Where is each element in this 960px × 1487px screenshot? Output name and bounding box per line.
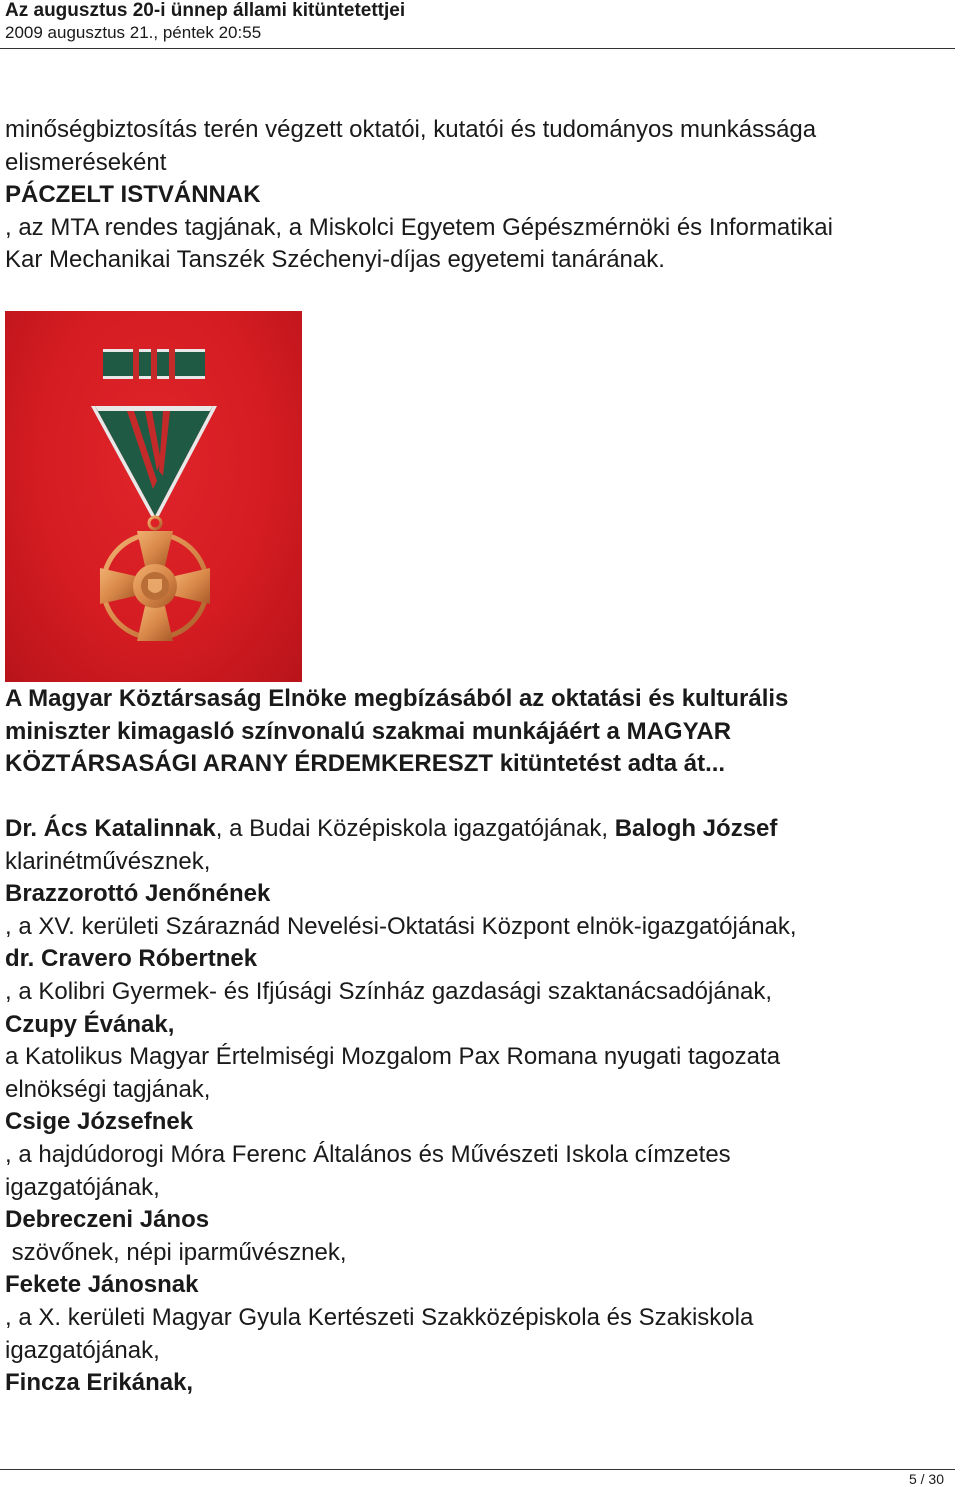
recipient-desc: igazgatójának, — [5, 1336, 160, 1364]
intro-line: Kar Mechanikai Tanszék Széchenyi-díjas egyetemi tanárának. — [5, 246, 665, 274]
award-announcement — [5, 683, 955, 781]
medal-photo — [5, 311, 302, 682]
footer-divider — [0, 1469, 955, 1470]
recipient-name: Brazzorottó Jenőnének — [5, 880, 271, 908]
intro-paragraph — [5, 114, 955, 277]
honoree-name: PÁCZELT ISTVÁNNAK — [5, 181, 261, 209]
announcement-line: miniszter kimagasló színvonalú szakmai munkájáért a MAGYAR — [5, 717, 732, 745]
recipient-name: Dr. Ács Katalinnak — [5, 815, 216, 842]
recipient-name: Debreczeni János — [5, 1206, 210, 1234]
recipient-desc: igazgatójának, — [5, 1173, 160, 1201]
intro-line: , az MTA rendes tagjának, a Miskolci Egyetem Gépészmérnöki és Informatikai — [5, 213, 833, 241]
header-divider — [0, 48, 955, 49]
recipient-desc: szövőnek, népi iparművésznek, — [5, 1238, 347, 1266]
page-number: 5 / 30 — [908, 1471, 944, 1487]
recipient-list — [5, 813, 955, 1400]
recipient-desc: a Katolikus Magyar Értelmiségi Mozgalom Pax Romana nyugati tagozata — [5, 1043, 781, 1071]
recipient-desc: , a Kolibri Gyermek- és Ifjúsági Színház gazdasági szaktanácsadójának, — [5, 977, 773, 1005]
ribbon-bar — [103, 349, 205, 379]
recipient-name: Czupy Évának, — [5, 1010, 175, 1038]
document-date: 2009 augusztus 21., péntek 20:55 — [5, 23, 262, 42]
intro-line: elismeréseként — [5, 148, 167, 176]
recipient-name: Fincza Erikának, — [5, 1369, 194, 1397]
recipient-desc: , a XV. kerületi Száraznád Nevelési-Oktatási Központ elnök-igazgatójának, — [5, 912, 797, 940]
triangular-ribbon — [91, 406, 217, 516]
recipient-name: Fekete Jánosnak — [5, 1271, 199, 1299]
recipient-name: Csige Józsefnek — [5, 1108, 194, 1136]
recipient-desc: elnökségi tagjának, — [5, 1075, 211, 1103]
recipient-name: Balogh József — [614, 815, 778, 842]
gold-cross-medal-image — [5, 311, 302, 682]
page-header — [5, 0, 957, 44]
recipient-desc: , a Budai Középiskola igazgatójának, — [215, 815, 615, 842]
recipient-desc: , a hajdúdorogi Móra Ferenc Általános és Művészeti Iskola címzetes — [5, 1140, 731, 1168]
announcement-line: A Magyar Köztársaság Elnöke megbízásából az oktatási és kulturális — [5, 685, 789, 712]
recipient-desc: , a X. kerületi Magyar Gyula Kertészeti Szakközépiskola és Szakiskola — [5, 1303, 754, 1331]
recipient-name: dr. Cravero Róbertnek — [5, 945, 258, 973]
document-title: Az augusztus 20-i ünnep állami kitüntetettjei — [5, 0, 406, 21]
announcement-line: KÖZTÁRSASÁGI ARANY ÉRDEMKERESZT kitüntetést adta át... — [5, 750, 726, 778]
list-item — [5, 813, 955, 846]
intro-line: minőségbiztosítás terén végzett oktatói, kutatói és tudományos munkássága — [5, 116, 817, 143]
recipient-desc: klarinétművésznek, — [5, 847, 211, 875]
